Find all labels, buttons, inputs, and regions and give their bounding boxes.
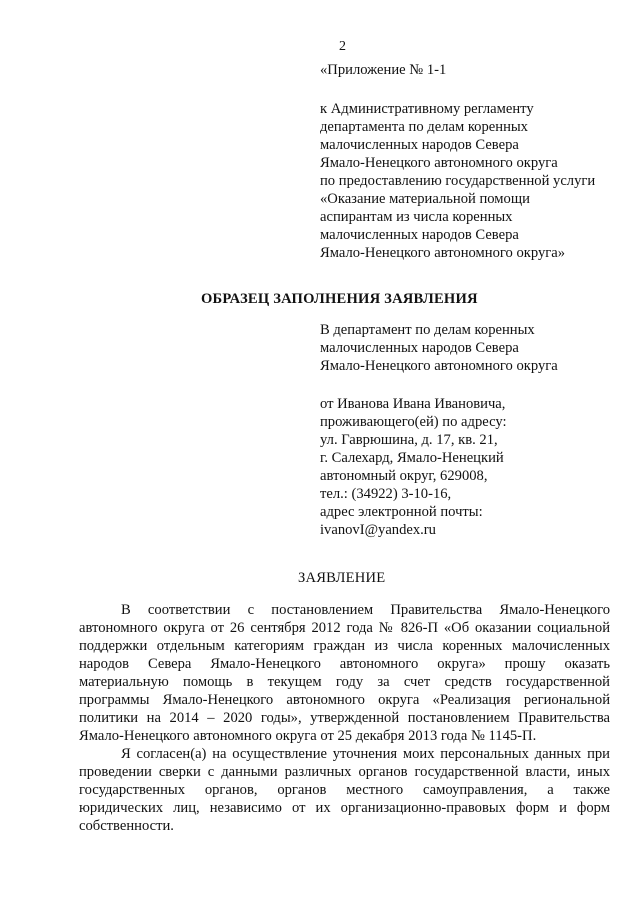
- paragraph-line: политики на 2014 – 2020 годы», утвержденной постановлением Правительства: [79, 710, 610, 726]
- sender-line: адрес электронной почты:: [320, 504, 483, 520]
- sender-line: автономный округ, 629008,: [320, 468, 488, 484]
- appendix-line: малочисленных народов Севера: [320, 137, 519, 153]
- appendix-line: Ямало-Ненецкого автономного округа: [320, 155, 558, 171]
- paragraph-line: Я согласен(а) на осуществление уточнения моих персональных данных при: [121, 746, 610, 762]
- recipient-line: малочисленных народов Севера: [320, 340, 519, 356]
- page-number: 2: [339, 39, 346, 54]
- appendix-line: по предоставлению государственной услуги: [320, 173, 596, 189]
- sender-line: ул. Гаврюшина, д. 17, кв. 21,: [320, 432, 498, 448]
- paragraph-line: В соответствии с постановлением Правительства Ямало-Ненецкого: [121, 602, 610, 618]
- paragraph-line: автономного округа от 26 сентября 2012 года № 826-П «Об оказании социальной: [79, 620, 610, 636]
- appendix-line: малочисленных народов Севера: [320, 227, 519, 243]
- paragraph-line: собственности.: [79, 818, 174, 834]
- paragraph-line: юридических лиц, независимо от их организационно-правовых форм и форм: [79, 800, 610, 816]
- paragraph-line: государственных органов, органов местного самоуправления, а также: [79, 782, 610, 798]
- recipient-line: В департамент по делам коренных: [320, 322, 535, 338]
- appendix-line: «Оказание материальной помощи: [320, 191, 530, 207]
- paragraph-line: программы Ямало-Ненецкого автономного округа «Реализация региональной: [79, 692, 610, 708]
- recipient-line: Ямало-Ненецкого автономного округа: [320, 358, 558, 374]
- sender-email: ivanovI@yandex.ru: [320, 522, 436, 538]
- paragraph-line: проведении сверки с данными различных органов государственной власти, иных: [79, 764, 610, 780]
- sender-line: тел.: (34922) 3-10-16,: [320, 486, 452, 502]
- appendix-line: департамента по делам коренных: [320, 119, 528, 135]
- paragraph-line: Ямало-Ненецкого автономного округа от 25 декабря 2013 года № 1145-П.: [79, 728, 537, 744]
- paragraph-line: поддержки отдельным категориям граждан из числа коренных малочисленных: [79, 638, 610, 654]
- sender-line: г. Салехард, Ямало-Ненецкий: [320, 450, 504, 466]
- appendix-line: аспирантам из числа коренных: [320, 209, 513, 225]
- appendix-line: «Приложение № 1-1: [320, 62, 447, 78]
- paragraph-line: материальную помощь в текущем году за счет средств государственной: [79, 674, 610, 690]
- appendix-line: Ямало-Ненецкого автономного округа»: [320, 245, 566, 261]
- sender-line: от Иванова Ивана Ивановича,: [320, 396, 506, 412]
- appendix-line: к Административному регламенту: [320, 101, 534, 117]
- paragraph-line: народов Севера Ямало-Ненецкого автономного округа» прошу оказать: [79, 656, 610, 672]
- sender-line: проживающего(ей) по адресу:: [320, 414, 507, 430]
- document-title: ОБРАЗЕЦ ЗАПОЛНЕНИЯ ЗАЯВЛЕНИЯ: [201, 291, 478, 307]
- statement-heading: ЗАЯВЛЕНИЕ: [298, 570, 386, 586]
